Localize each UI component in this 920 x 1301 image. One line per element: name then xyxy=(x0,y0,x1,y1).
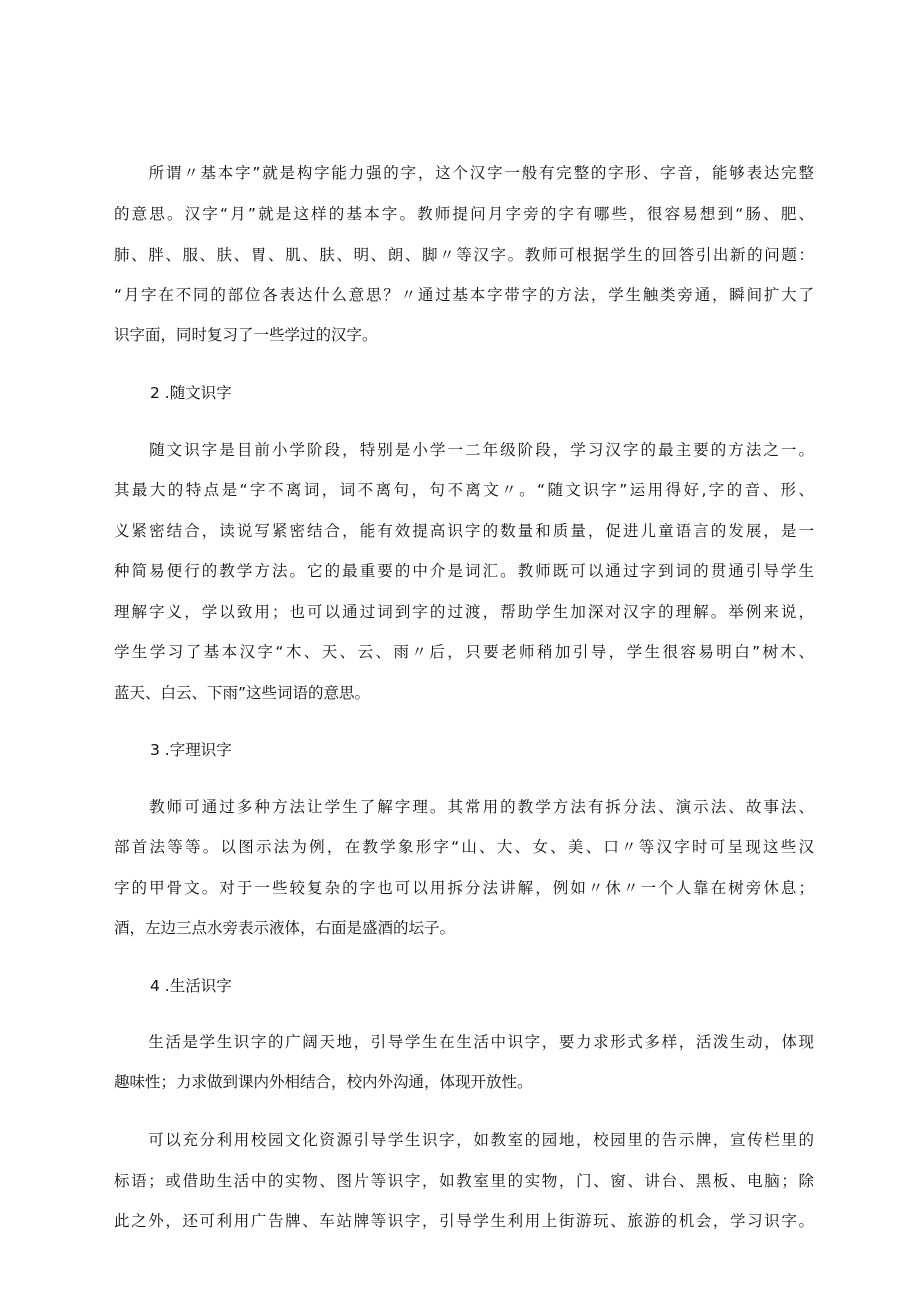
text-line: “月字在不同的部位各表达什么意思？〃通过基本字带字的方法，学生触类旁通，瞬间扩大了 xyxy=(114,286,814,304)
text-line: 种简易便行的教学方法。它的最重要的中介是词汇。教师既可以通过字到词的贯通引导学生 xyxy=(114,562,814,580)
text-line: 生活是学生识字的广阔天地，引导学生在生活中识字，要力求形式多样，活泼生动，体现 xyxy=(114,1033,814,1051)
text-line: 其最大的特点是“字不离词，词不离句，句不离文〃。“随文识字”运用得好,字的音、形、 xyxy=(114,481,814,499)
text-line: 趣味性；力求做到课内外相结合，校内外沟通，体现开放性。 xyxy=(114,1073,533,1091)
text-line: 学生学习了基本汉字“木、天、云、雨〃后，只要老师稍加引导，学生很容易明白”树木、 xyxy=(114,643,814,661)
section-heading-2: 2 .随文识字 xyxy=(150,384,232,402)
text-line: 此之外，还可利用广告牌、车站牌等识字，引导学生利用上街游玩、旅游的机会，学习识字。 xyxy=(114,1212,814,1230)
text-line: 理解字义，学以致用；也可以通过词到字的过渡，帮助学生加深对汉字的理解。举例来说， xyxy=(114,603,814,621)
text-line: 教师可通过多种方法让学生了解字理。其常用的教学方法有拆分法、演示法、故事法、 xyxy=(114,798,814,816)
text-line: 的意思。汉字“月”就是这样的基本字。教师提问月字旁的字有哪些，很容易想到“肠、肥、 xyxy=(114,205,814,223)
text-line: 可以充分利用校园文化资源引导学生识字，如教室的园地，校园里的告示牌，宣传栏里的 xyxy=(114,1131,814,1149)
text-line: 随文识字是目前小学阶段，特别是小学一二年级阶段，学习汉字的最主要的方法之一。 xyxy=(114,441,814,459)
text-line: 义紧密结合，读说写紧密结合，能有效提高识字的数量和质量，促进儿童语言的发展，是一 xyxy=(114,522,814,540)
text-line: 识字面，同时复习了一些学过的汉字。 xyxy=(114,326,378,344)
text-line: 肺、胖、服、肤、胃、肌、肤、明、朗、脚〃等汉字。教师可根据学生的回答引出新的问题： xyxy=(114,246,814,264)
section-heading-3: 3 .字理识字 xyxy=(150,741,232,759)
text-line: 所谓〃基本字”就是构字能力强的字，这个汉字一般有完整的字形、字音，能够表达完整 xyxy=(114,164,814,182)
text-line: 字的甲骨文。对于一些较复杂的字也可以用拆分法讲解，例如〃休〃一个人靠在树旁休息； xyxy=(114,879,814,897)
text-line: 标语；或借助生活中的实物、图片等识字，如教室里的实物，门、窗、讲台、黑板、电脑；除 xyxy=(114,1172,814,1190)
text-line: 部首法等等。以图示法为例，在教学象形字“山、大、女、美、口〃等汉字时可呈现这些汉 xyxy=(114,838,814,856)
section-heading-4: 4 .生活识字 xyxy=(150,977,232,995)
text-line: 蓝天、白云、下雨”这些词语的意思。 xyxy=(114,684,371,702)
text-line: 酒，左边三点水旁表示液体，右面是盛酒的坛子。 xyxy=(114,919,456,937)
